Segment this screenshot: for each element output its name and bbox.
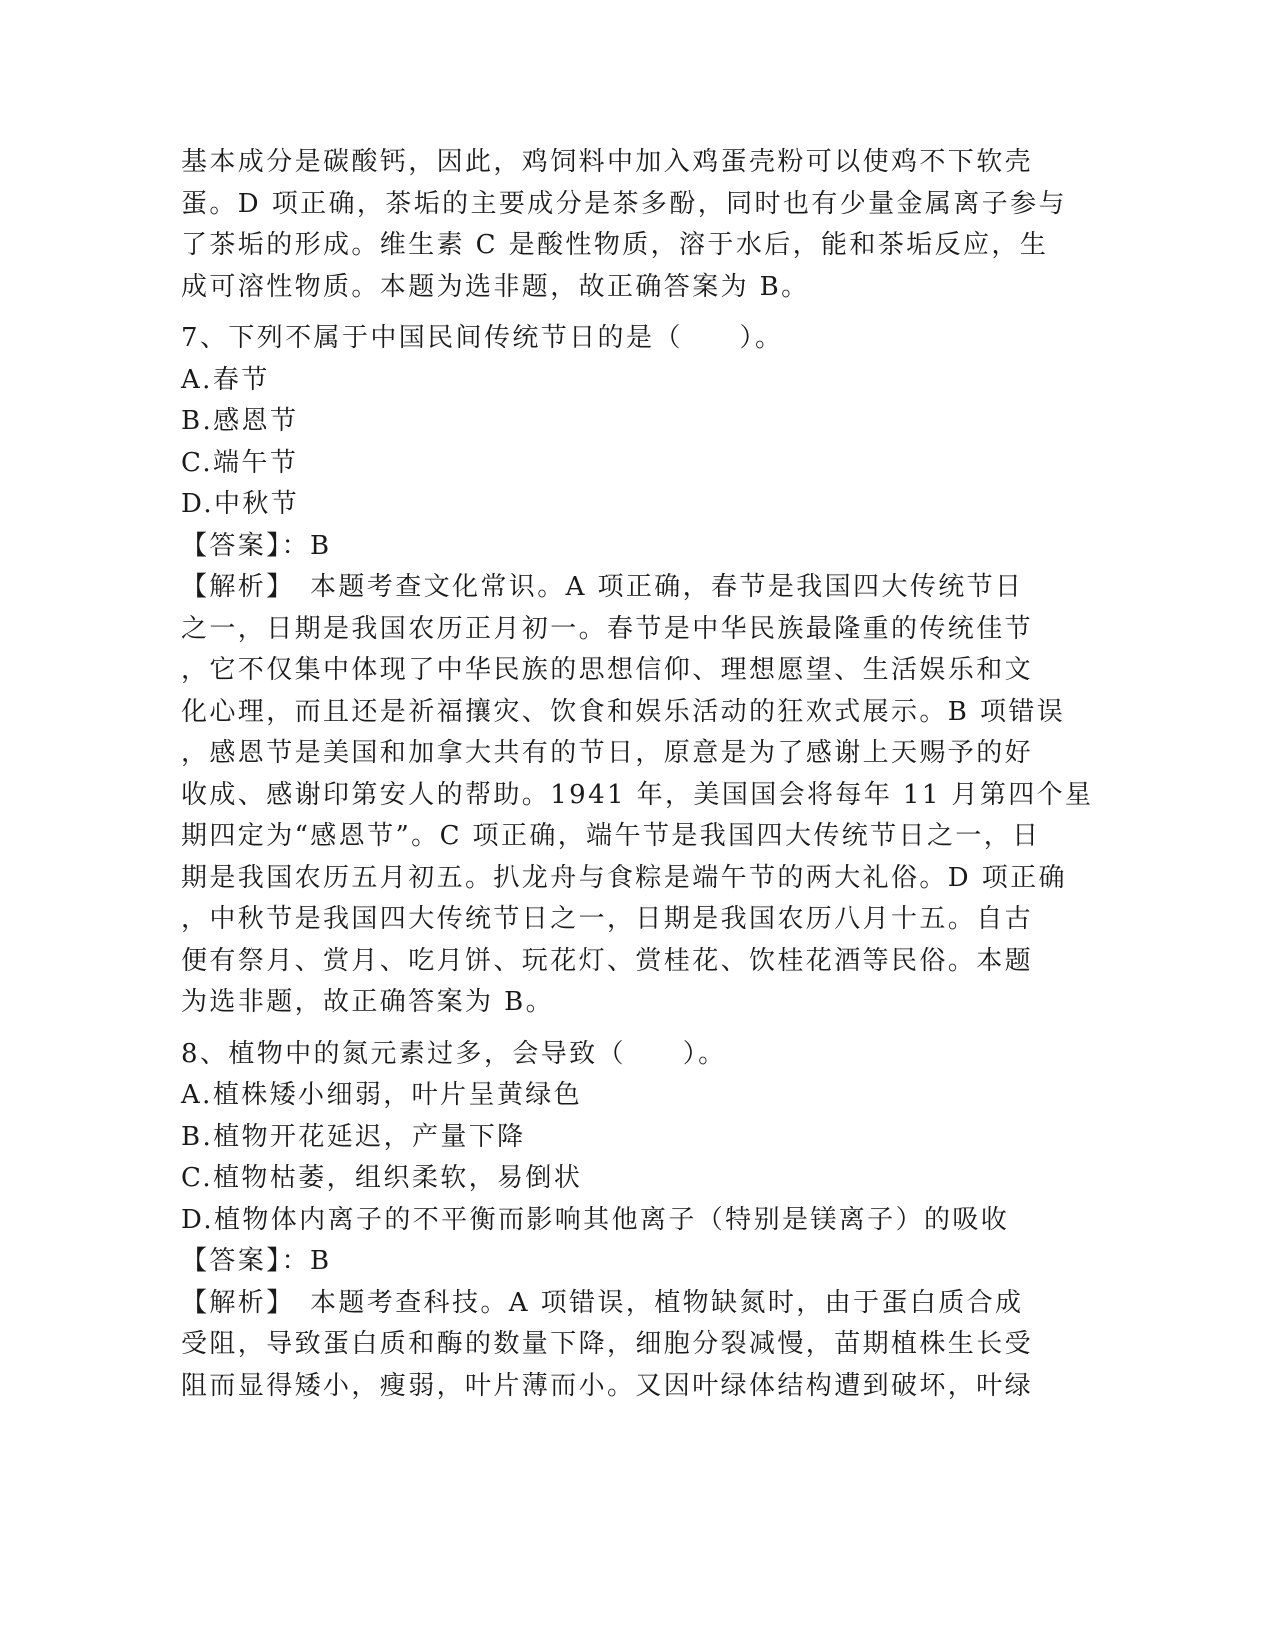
question-7 — [181, 318, 1094, 1024]
option-d: D.植物体内离子的不平衡而影响其他离子（特别是镁离子）的吸收 — [181, 1204, 1010, 1235]
explanation — [181, 1283, 1061, 1408]
explanation-line: 期是我国农历五月初五。扒龙舟与食粽是端午节的两大礼俗。D 项正确 — [181, 862, 1067, 893]
explanation-line: 化心理，而且还是祈福攘灾、饮食和娱乐活动的狂欢式展示。B 项错误 — [181, 696, 1066, 727]
option-b: B.感恩节 — [181, 406, 299, 436]
explanation-line: 收成、感谢印第安人的帮助。1941 年，美国国会将每年 11 月第四个星 — [181, 779, 1094, 810]
question-stem: 8、植物中的氮元素过多，会导致（ ）。 — [181, 1038, 727, 1069]
explanation-line: ，感恩节是美国和加拿大共有的节日，原意是为了感谢上天赐予的好 — [181, 738, 1034, 768]
paragraph-line: 蛋。D 项正确，茶垢的主要成分是茶多酚，同时也有少量金属离子参与 — [181, 188, 1067, 219]
explanation-line: 为选非题，故正确答案为 B。 — [181, 987, 554, 1017]
option-c: C.植物枯萎，组织柔软，易倒状 — [181, 1163, 583, 1193]
paragraph-line: 基本成分是碳酸钙，因此，鸡饲料中加入鸡蛋壳粉可以使鸡不下软壳 — [181, 147, 1034, 177]
option-a: A.植株矮小细弱，叶片呈黄绿色 — [181, 1080, 583, 1110]
explanation-line: ，中秋节是我国四大传统节日之一，日期是我国农历八月十五。自古 — [181, 904, 1034, 934]
explanation-line: 期四定为“感恩节”。C 项正确，端午节是我国四大传统节日之一，日 — [181, 821, 1041, 851]
option-d: D.中秋节 — [181, 489, 300, 519]
paragraph-line: 成可溶性物质。本题为选非题，故正确答案为 B。 — [181, 271, 810, 302]
option-a: A.春节 — [181, 364, 270, 395]
explanation-line: 受阻，导致蛋白质和酶的数量下降，细胞分裂减慢，苗期植株生长受 — [181, 1329, 1034, 1359]
previous-explanation-continuation — [181, 142, 1067, 308]
explanation-line: ，它不仅集中体现了中华民族的思想信仰、理想愿望、生活娱乐和文 — [181, 655, 1034, 685]
document-page — [181, 142, 1094, 1407]
explanation — [181, 567, 1094, 1024]
explanation-line: 【解析】 本题考查文化常识。A 项正确，春节是我国四大传统节日 — [181, 572, 1024, 602]
explanation-line: 便有祭月、赏月、吃月饼、玩花灯、赏桂花、饮桂花酒等民俗。本题 — [181, 945, 1034, 976]
explanation-line: 之一，日期是我国农历正月初一。春节是中华民族最隆重的传统佳节 — [181, 613, 1034, 644]
answer-line: 【答案】：B — [181, 1246, 332, 1276]
option-b: B.植物开花延迟，产量下降 — [181, 1121, 526, 1152]
answer-line: 【答案】：B — [181, 530, 332, 561]
explanation-line: 阻而显得矮小，瘦弱，叶片薄而小。又因叶绿体结构遭到破坏，叶绿 — [181, 1370, 1034, 1401]
explanation-line: 【解析】 本题考查科技。A 项错误，植物缺氮时，由于蛋白质合成 — [181, 1287, 1024, 1318]
question-stem: 7、下列不属于中国民间传统节日的是（ ）。 — [181, 323, 784, 353]
paragraph-line: 了茶垢的形成。维生素 C 是酸性物质，溶于水后，能和茶垢反应，生 — [181, 230, 1049, 260]
question-8 — [181, 1034, 1061, 1408]
option-c: C.端午节 — [181, 447, 299, 478]
